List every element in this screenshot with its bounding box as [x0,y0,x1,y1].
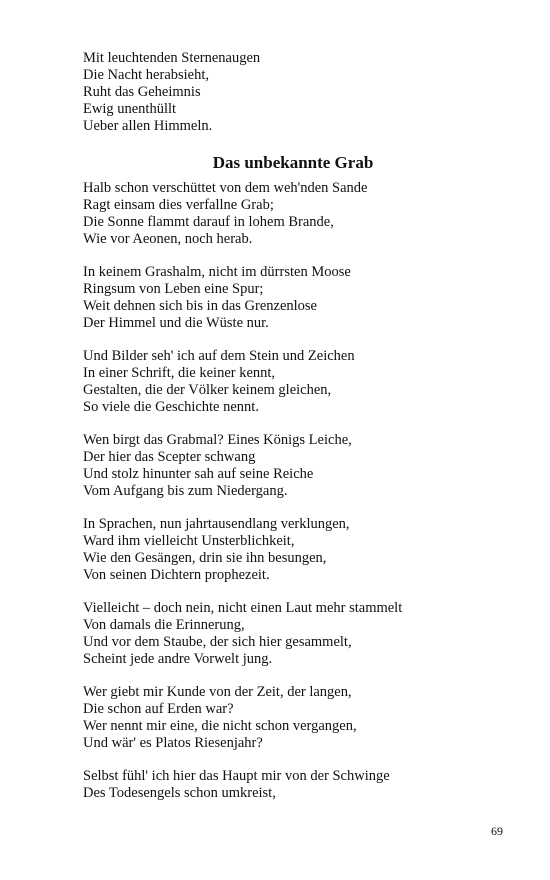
poem-line: Die schon auf Erden war? [83,701,234,717]
stanza-6 [83,600,503,668]
poem-line: Und vor dem Staube, der sich hier gesammelt, [83,634,352,650]
poem-title: Das unbekannte Grab [212,153,374,172]
poem-line: Wer giebt mir Kunde von der Zeit, der langen, [83,684,352,700]
poem-line: Und wär' es Platos Riesenjahr? [83,735,263,751]
poem-line: Weit dehnen sich bis in das Grenzenlose [83,298,317,314]
poem-line: Vielleicht – doch nein, nicht einen Laut mehr stammelt [83,600,403,616]
poem-line: Selbst fühl' ich hier das Haupt mir von der Schwinge [83,768,390,784]
stanza-7 [83,684,503,752]
stanza-2 [83,264,503,332]
poem-line: Des Todesengels schon umkreist, [83,785,276,801]
poem-line: Ringsum von Leben eine Spur; [83,281,264,297]
poem-line: Und Bilder seh' ich auf dem Stein und Zeichen [83,348,355,364]
poem-line: Der Himmel und die Wüste nur. [83,315,269,331]
poem-line: Und stolz hinunter sah auf seine Reiche [83,466,314,482]
poem-line: Von seinen Dichtern prophezeit. [83,567,270,583]
poem-line: Scheint jede andre Vorwelt jung. [83,651,273,667]
stanza-1 [83,180,503,248]
poem-line: Die Nacht herabsieht, [83,67,210,83]
book-page [83,50,503,818]
poem-line: Wie den Gesängen, drin sie ihn besungen, [83,550,327,566]
intro-stanza [83,50,503,135]
poem-line: Von damals die Erinnerung, [83,617,245,633]
poem-line: Wie vor Aeonen, noch herab. [83,231,253,247]
poem-line: Ruht das Geheimnis [83,84,201,100]
stanza-3 [83,348,503,416]
stanza-8 [83,768,503,802]
stanza-5 [83,516,503,584]
poem-line: Der hier das Scepter schwang [83,449,256,465]
poem-line: Ragt einsam dies verfallne Grab; [83,197,274,213]
poem-line: Ward ihm vielleicht Unsterblichkeit, [83,533,295,549]
stanza-4 [83,432,503,500]
poem-line: Vom Aufgang bis zum Niedergang. [83,483,288,499]
poem-line: Wer nennt mir eine, die nicht schon vergangen, [83,718,357,734]
poem-line: Ueber allen Himmeln. [83,118,213,134]
poem-line: Wen birgt das Grabmal? Eines Königs Leiche, [83,432,352,448]
poem-line: Mit leuchtenden Sternenaugen [83,50,261,66]
poem-line: Die Sonne flammt darauf in lohem Brande, [83,214,334,230]
poem-line: In einer Schrift, die keiner kennt, [83,365,276,381]
poem-line: Halb schon verschüttet von dem weh'nden Sande [83,180,368,196]
poem-line: Ewig unenthüllt [83,101,177,117]
poem-line: So viele die Geschichte nennt. [83,399,259,415]
poem-line: In Sprachen, nun jahrtausendlang verklungen, [83,516,350,532]
poem-line: Gestalten, die der Völker keinem gleichen, [83,382,332,398]
page-number: 69 [491,824,503,838]
poem-line: In keinem Grashalm, nicht im dürrsten Moose [83,264,351,280]
